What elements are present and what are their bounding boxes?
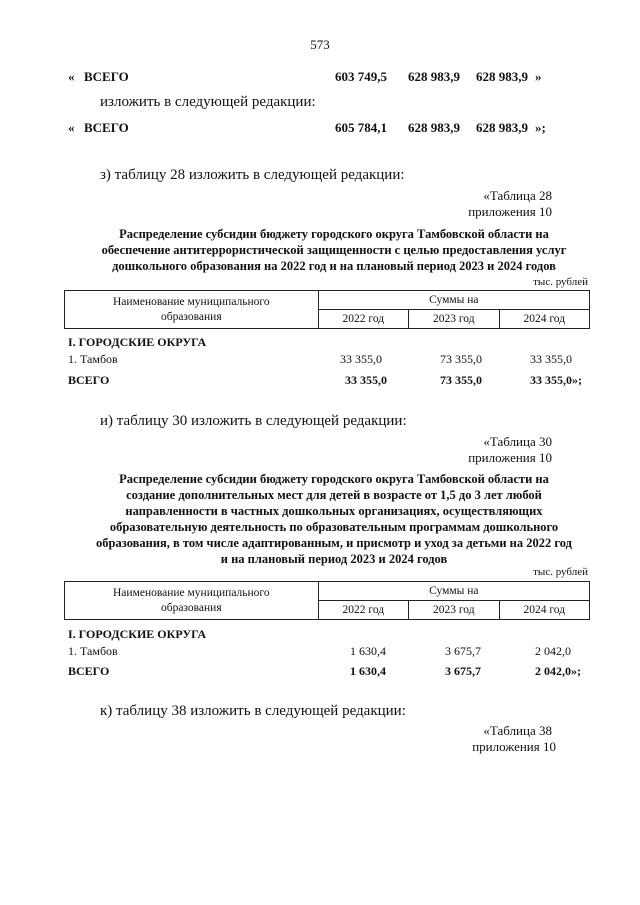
section-z-unit: тыс. рублей <box>533 276 588 288</box>
section-z-note-line1: «Таблица 28 <box>483 188 552 203</box>
row-value-2022: 33 355,0 <box>340 352 382 366</box>
row-value-2023: 73 355,0 <box>440 352 482 366</box>
section-i-group-label: I. ГОРОДСКИЕ ОКРУГА <box>68 627 207 641</box>
section-k-instruction: к) таблицу 38 изложить в следующей редакции: <box>100 703 406 719</box>
total-label: ВСЕГО <box>84 120 129 135</box>
header-sums: Суммы на <box>318 291 589 310</box>
header-year-2022: 2022 год <box>318 601 408 620</box>
header-year-2022: 2022 год <box>318 310 408 329</box>
total-label: ВСЕГО <box>68 373 110 387</box>
row-value-2023: 3 675,7 <box>445 644 481 658</box>
section-k-note-line1: «Таблица 38 <box>483 723 552 738</box>
total-value-2022: 1 630,4 <box>350 664 386 678</box>
section-z-instruction: з) таблицу 28 изложить в следующей редакции: <box>100 167 405 183</box>
header-sums: Суммы на <box>318 582 589 601</box>
total-value-2022: 603 749,5 <box>335 69 387 84</box>
section-z-header-table <box>64 290 590 329</box>
section-k-note-line2: приложения 10 <box>472 739 556 754</box>
close-quote: »; <box>535 120 546 135</box>
section-z-note-line2: приложения 10 <box>468 204 552 219</box>
total-value-2024: 2 042,0»; <box>535 664 581 678</box>
open-quote: « <box>68 120 75 135</box>
row-municipality: 1. Тамбов <box>68 352 118 366</box>
header-municipality: Наименование муниципального образования <box>65 291 319 329</box>
section-i-table-title: Распределение субсидии бюджету городского округа Тамбовской области на создание дополнительных мест для детей в возрасте от 1,5 до 3 лет любой направленности в частных дошкольных организациях, осуществляющих образовательную деятельность по образовательным программам дошкольного образования, в том числе адаптированным, и присмотр и уход за детьми на 2022 год и на плановый период 2023 и 2024 годов <box>96 472 572 566</box>
total-value-2023: 3 675,7 <box>445 664 481 678</box>
total-value-2022: 605 784,1 <box>335 120 387 135</box>
total-value-2023: 628 983,9 <box>408 120 460 135</box>
total-value-2024: 33 355,0»; <box>530 373 582 387</box>
open-quote: « <box>68 69 75 84</box>
section-z-table-title: Распределение субсидии бюджету городского округа Тамбовской области на обеспечение антитеррористической защищенности с целью предоставления услуг дошкольного образования на 2022 год и на плановый период 2023 и 2024 годов <box>101 227 567 273</box>
section-i-unit: тыс. рублей <box>533 566 588 578</box>
total-value-2023: 628 983,9 <box>408 69 460 84</box>
page-number: 573 <box>310 37 330 52</box>
header-year-2024: 2024 год <box>499 310 589 329</box>
header-municipality: Наименование муниципального образования <box>65 582 319 620</box>
row-value-2022: 1 630,4 <box>350 644 386 658</box>
section-i-instruction: и) таблицу 30 изложить в следующей редакции: <box>100 413 407 429</box>
total-value-2023: 73 355,0 <box>440 373 482 387</box>
section-i-header-table <box>64 581 590 620</box>
row-municipality: 1. Тамбов <box>68 644 118 658</box>
header-year-2023: 2023 год <box>409 601 499 620</box>
header-year-2024: 2024 год <box>499 601 589 620</box>
total-value-2024: 628 983,9 <box>476 69 528 84</box>
close-quote: » <box>535 69 542 84</box>
row-value-2024: 33 355,0 <box>530 352 572 366</box>
section-i-note-line1: «Таблица 30 <box>483 434 552 449</box>
total-label: ВСЕГО <box>68 664 110 678</box>
total-value-2022: 33 355,0 <box>345 373 387 387</box>
row-value-2024: 2 042,0 <box>535 644 571 658</box>
total-label: ВСЕГО <box>84 69 129 84</box>
edit-instruction: изложить в следующей редакции: <box>100 94 316 110</box>
section-i-note-line2: приложения 10 <box>468 450 552 465</box>
header-year-2023: 2023 год <box>409 310 499 329</box>
total-value-2024: 628 983,9 <box>476 120 528 135</box>
section-z-group-label: I. ГОРОДСКИЕ ОКРУГА <box>68 335 207 349</box>
